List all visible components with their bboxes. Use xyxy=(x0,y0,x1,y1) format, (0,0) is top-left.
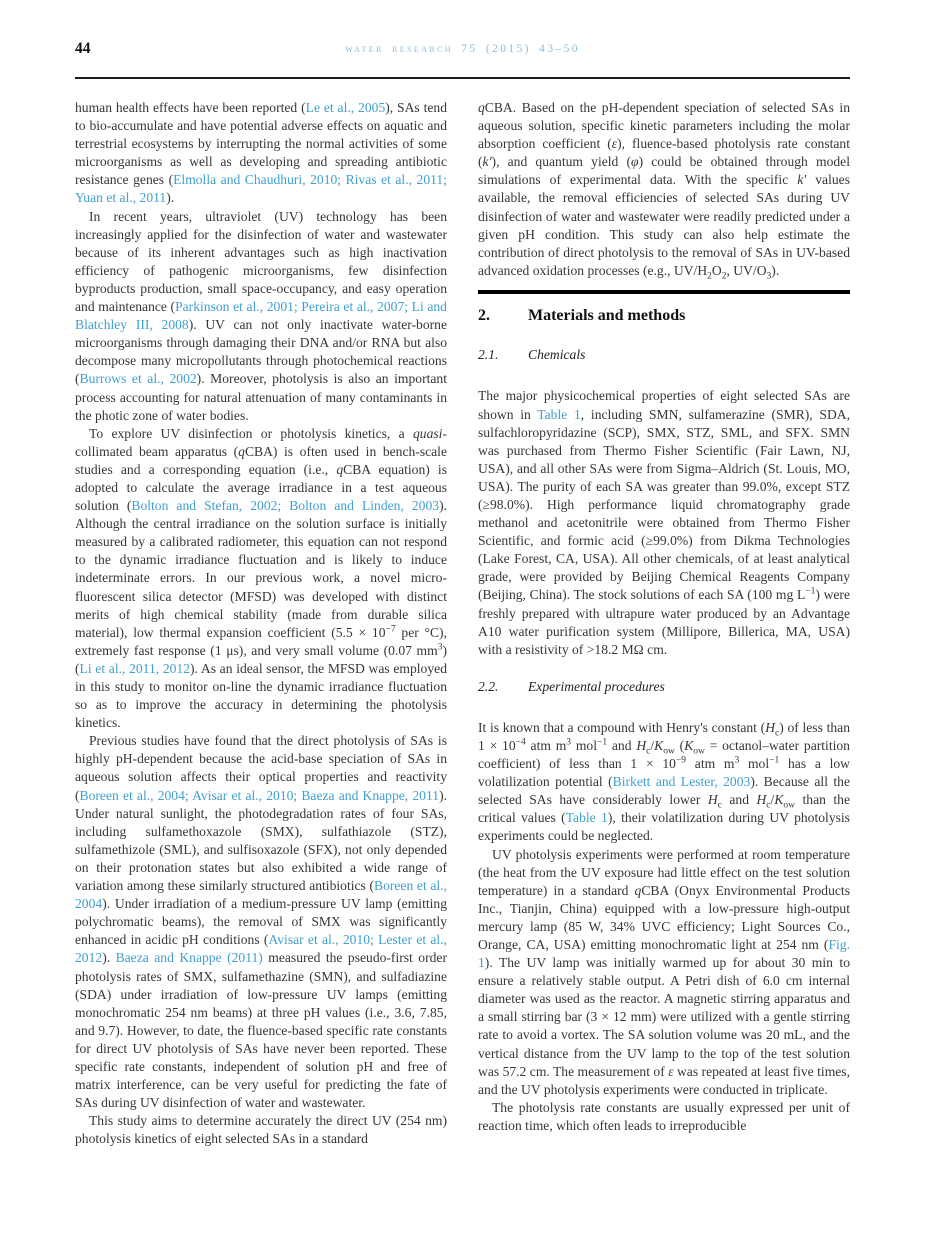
text-segment: human health effects have been reported ( xyxy=(75,100,306,115)
italic-text: K xyxy=(774,792,784,808)
text-segment: ). Because all the selected SAs have considerably lower xyxy=(478,774,850,808)
section-title: Materials and methods xyxy=(528,307,686,325)
citation-link[interactable]: Burrows et al., 2002 xyxy=(79,371,197,387)
paragraph xyxy=(75,732,447,1112)
text-segment: ) of less than 1 × 10 xyxy=(478,719,850,753)
text-segment: was repeated at least five times, and the UV photolysis experiments were conducted in triplicate. xyxy=(478,1063,850,1097)
text-segment: It is known that a compound with Henry's constant ( xyxy=(478,719,766,735)
italic-text: q xyxy=(238,443,245,459)
text-segment: CBA. Based on the pH-dependent speciation of selected SAs in aqueous solution, specific kinetic parameters including the molar absorption coefficient ( xyxy=(478,100,850,152)
citation-link[interactable]: Birkett and Lester, 2003 xyxy=(612,774,751,790)
subsection-title: Chemicals xyxy=(528,347,586,363)
italic-text: k′ xyxy=(797,172,807,188)
section-heading xyxy=(478,305,850,327)
right-column xyxy=(478,99,850,1148)
text-segment: , including SMN, sulfamerazine (SMR), SDA, sulfachloropyridazine (SCP), SMX, STZ, SML, and SFX. SMN was purchased from Thermo Fisher Scientific (Fair Lawn, NJ, USA), and all other SAs were from Sigma–Aldrich (St. Louis, MO, USA). The purity of each SA was greater than 99.0%, except STZ (≥98.0%). High performance liquid chromatography grade methanol and acetonitrile were obtained from Thermo Fisher Scientific, and formic acid (≥99.0%) from Dikma Technologies (Lake Forest, CA, USA). All other chemicals, of at least analytical grade, were provided by Beijing Chemical Reagents Company (Beijing, China). The stock solutions of each SA (100 mg L xyxy=(478,406,851,603)
text-segment: per °C), extremely fast response (1 μs), and very small volume (0.07 mm xyxy=(75,624,447,658)
text-segment: ). xyxy=(771,262,780,278)
text-segment: ). Moreover, photolysis is also an important process accounting for natural attenuation of many contaminants in the photic zone of water bodies. xyxy=(75,371,447,423)
text-segment: values available, the removal efficiencies of selected SAs during UV disinfection of water and wastewater were readily predicted under a given pH condition. This study can also help estimate the contribution of direct photolysis to the removal of SAs in UV-based advanced oxidation processes (e.g., UV/H xyxy=(478,172,850,278)
text-segment: ) could be obtained through model simulations of experimental data. With the specific xyxy=(478,154,850,188)
text-segment: ) ( xyxy=(75,642,447,676)
subscript-text: 2 xyxy=(707,271,712,282)
text-segment: ), SAs tend to bio-accumulate and have potential adverse effects on aquatic and terrestrial ecosystems by interrupting the normal activities of some microorganisms as well as developing and spreading antibiotic resistance genes ( xyxy=(75,100,448,188)
subsection-title: Experimental procedures xyxy=(528,678,665,694)
citation-link[interactable]: Table 1 xyxy=(537,406,581,422)
section-divider-rule xyxy=(478,290,850,295)
text-segment: and xyxy=(721,792,757,808)
italic-text: φ xyxy=(631,154,639,170)
citation-link[interactable]: Li et al., 2011, 2012 xyxy=(79,660,191,676)
subscript-text: c xyxy=(766,800,771,811)
text-segment: ( xyxy=(674,737,685,753)
superscript-text: −7 xyxy=(385,624,396,635)
superscript-text: −1 xyxy=(769,755,780,766)
citation-link[interactable]: Bolton and Stefan, 2002; Bolton and Linden, 2003 xyxy=(131,498,440,514)
text-segment: The major physicochemical properties of eight selected SAs are shown in xyxy=(478,388,850,422)
paragraph xyxy=(478,387,850,658)
text-segment: ) were freshly prepared with ultrapure water produced by an Advantage A10 water purification system (Millipore, Billerica, MA, USA) with a resistivity of >18.2 MΩ cm. xyxy=(478,587,850,657)
text-segment: ), fluence-based photolysis rate constant ( xyxy=(478,136,850,170)
text-segment: = octanol–water partition coefficient) of less than 1 × 10 xyxy=(478,737,850,772)
text-segment: atm m xyxy=(525,737,567,753)
italic-text: K xyxy=(684,737,694,753)
subscript-text: c xyxy=(775,728,780,739)
citation-link[interactable]: Table 1 xyxy=(565,810,608,826)
text-segment: / xyxy=(770,792,775,808)
text-segment: UV photolysis experiments were performed at room temperature (the heat from the UV exposure had little effect on the test solution temperature) in a standard xyxy=(478,846,850,898)
citation-link[interactable]: Boreen et al., 2004; Avisar et al., 2010; Baeza and Knappe, 2011 xyxy=(79,787,440,803)
text-segment: To explore UV disinfection or photolysis kinetics, a xyxy=(89,425,413,441)
citation-link[interactable]: Fig. 1 xyxy=(478,936,850,971)
italic-text: H xyxy=(707,792,718,808)
text-segment: ). xyxy=(166,190,175,206)
text-segment: O xyxy=(711,262,722,278)
superscript-text: 3 xyxy=(437,642,443,653)
italic-text: quasi xyxy=(413,425,443,441)
text-segment: atm m xyxy=(686,756,735,772)
citation-link[interactable]: Baeza and Knappe (2011) xyxy=(115,950,263,966)
paragraph xyxy=(478,1099,850,1135)
subscript-text: ow xyxy=(663,746,675,757)
running-head xyxy=(75,40,850,62)
superscript-text: −4 xyxy=(515,737,526,748)
superscript-text: −1 xyxy=(596,737,608,748)
text-segment: -collimated beam apparatus ( xyxy=(75,425,447,459)
subsection-heading xyxy=(478,346,850,364)
text-segment: / xyxy=(650,737,655,753)
paragraph xyxy=(75,425,447,733)
italic-text: q xyxy=(336,461,344,477)
section-number: 2. xyxy=(478,307,490,325)
text-segment: ). As an ideal sensor, the MFSD was employed in this study to monitor on-line the dynamic irradiance fluctuation so as to improve the accuracy in determining the photolysis kinetics. xyxy=(75,660,447,731)
italic-text: K xyxy=(654,737,664,753)
text-segment: This study aims to determine accurately the direct UV (254 nm) photolysis kinetics of eight selected SAs in a standard xyxy=(75,1113,447,1147)
text-segment: mol xyxy=(739,756,770,772)
text-segment: , UV/O xyxy=(726,262,767,278)
paragraph xyxy=(75,208,447,425)
text-segment: CBA equation) is adopted to calculate the average irradiance in a test aqueous solution ( xyxy=(75,461,447,514)
citation-link[interactable]: Parkinson et al., 2001; Pereira et al., 2007; Li and Blatchley III, 2008 xyxy=(75,299,447,333)
paragraph xyxy=(478,846,850,1099)
italic-text: ε xyxy=(668,1063,674,1079)
superscript-text: 3 xyxy=(734,755,740,766)
italic-text: ε xyxy=(611,136,618,152)
italic-text: q xyxy=(478,100,485,115)
paragraph xyxy=(75,99,447,208)
italic-text: H xyxy=(636,737,647,753)
subscript-text: 2 xyxy=(721,271,727,282)
paragraph xyxy=(478,719,850,846)
text-segment: has a low volatilization potential ( xyxy=(478,756,850,790)
italic-text: q xyxy=(634,882,642,898)
text-segment: ). The UV lamp was initially warmed up for about 30 min to ensure a relatively stable output. A Petri dish of 6.0 cm internal diameter was used as the reactor. A magnetic stirring apparatus and a small stirring bar (3 × 12 mm) were utilized with a gentle stirring rate to avoid a vortex. The SA solution volume was 20 mL, and the vertical distance from the UV lamp to the top of the test solution was 57.2 cm. The measurement of xyxy=(478,955,850,1079)
subsection-heading xyxy=(478,678,850,696)
text-segment: CBA (Onyx Environmental Products Inc., Tianjin, China) equipped with a low-pressure high-output mercury lamp (85 W, 34% UVC efficiency; Light Sources Co., Orange, CA, USA) emitting monochromatic light at 254 nm ( xyxy=(478,882,850,952)
superscript-text: −1 xyxy=(805,586,816,597)
citation-link[interactable]: Boreen et al., 2004 xyxy=(75,878,447,912)
text-segment: ). Under natural sunlight, the photodegradation rates of four SAs, including sulfamethoxazole (SMX), sulfathiazole (STZ), sulfamethizole (SML), and sulfisoxazole (SFX), not only depended on their protonation states but also exhibited a wide range of variation among these similarly structured antibiotics ( xyxy=(75,787,447,894)
italic-text: H xyxy=(756,792,767,808)
citation-link[interactable]: Le et al., 2005 xyxy=(305,100,386,115)
subscript-text: ow xyxy=(693,746,705,757)
text-segment: ). Under irradiation of a medium-pressure UV lamp (emitting polychromatic beams), the removal of SMX was significantly enhanced in acidic pH conditions ( xyxy=(75,896,447,948)
text-segment: mol xyxy=(571,737,597,753)
header-rule xyxy=(75,77,850,79)
subscript-text: 3 xyxy=(766,271,772,282)
text-segment: ). xyxy=(102,950,116,966)
paragraph xyxy=(75,1112,447,1148)
text-segment: ). Although the central irradiance on the solution surface is initially measured by a calibrated radiometer, this equation can not respond to the dynamic irradiance fluctuation and is likely to induce indeterminate errors. In our previous work, a novel micro-fluorescent silica detector (MFSD) was developed with distinct merits of high chemical stability (made from durable silica material), low thermal expansion coefficient (5.5 × 10 xyxy=(75,498,448,640)
left-column xyxy=(75,99,447,1148)
subsection-number: 2.1. xyxy=(478,347,499,363)
text-segment: Previous studies have found that the direct photolysis of SAs is highly pH-dependent because the acid-base speciation of SAs in aqueous solution affects their optical properties and reactivity ( xyxy=(75,733,447,803)
italic-text: k′ xyxy=(482,154,492,170)
text-segment: In recent years, ultraviolet (UV) technology has been increasingly applied for the disinfection of water and wastewater because of its inherent advantages such as high inactivation efficiency of pathogenic microorganisms, few disinfection byproducts production, small space-occupancy, and easy operation and maintenance ( xyxy=(75,208,447,315)
italic-text: H xyxy=(765,719,776,735)
page-number: 44 xyxy=(75,40,91,57)
text-segment: measured the pseudo-first order photolysis rates of SMX, sulfamethazine (SMN), and sulfadiazine (SDA) under irradiation of low-pressure UV lamps (emitting monochromatic 254 nm beams) at three pH values (i.e., 3.6, 7.85, and 9.7). However, to date, the fluence-based specific rate constants for direct UV photolysis of SAs have never been reported. These specific rate constants, independent of solution pH and free of matrix interference, can be very useful for predicting the fate of SAs during UV disinfection of water and wastewater. xyxy=(75,950,447,1111)
subscript-text: ow xyxy=(783,800,796,811)
citation-link[interactable]: Avisar et al., 2010; Lester et al., 2012 xyxy=(75,932,447,966)
text-segment: ), and quantum yield ( xyxy=(491,154,632,170)
text-segment: and xyxy=(607,737,637,753)
subsection-number: 2.2. xyxy=(478,678,499,694)
paragraph xyxy=(478,99,850,280)
superscript-text: 3 xyxy=(566,737,572,748)
journal-title: water research 75 (2015) 43–50 xyxy=(345,43,580,55)
text-segment: The photolysis rate constants are usually expressed per unit of reaction time, which often leads to irreproducible xyxy=(478,1099,850,1133)
superscript-text: −9 xyxy=(675,755,687,766)
text-segment: CBA) is often used in bench-scale studies and a corresponding equation (i.e., xyxy=(75,443,447,477)
text-segment: than the critical values ( xyxy=(478,792,850,826)
citation-link[interactable]: Elmolla and Chaudhuri, 2010; Rivas et al., 2011; Yuan et al., 2011 xyxy=(75,172,447,206)
text-segment: ), their volatilization during UV photolysis experiments could be neglected. xyxy=(478,810,850,844)
subscript-text: c xyxy=(646,746,651,757)
two-column-body xyxy=(75,99,850,1148)
text-segment: ). UV can not only inactivate water-borne microorganisms through damaging their DNA and/or RNA but also decompose many micropollutants through photochemical reactions ( xyxy=(75,317,447,387)
subscript-text: c xyxy=(717,800,722,811)
